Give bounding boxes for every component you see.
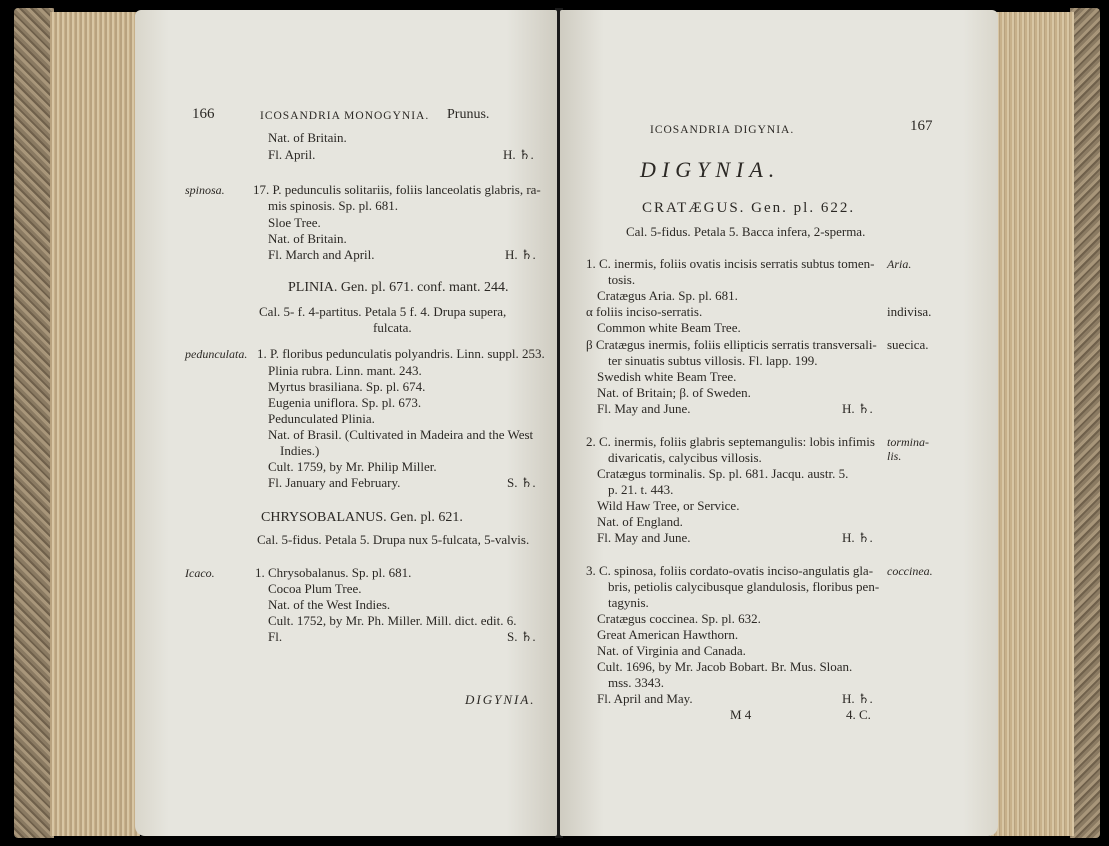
- text-line: S. ♄.: [507, 629, 536, 644]
- margin-label: spinosa.: [185, 183, 225, 197]
- text-line: Cratægus torminalis. Sp. pl. 681. Jacqu. austr. 5.: [597, 466, 849, 481]
- text-line: β Cratægus inermis, foliis ellipticis serratis transversali-: [586, 337, 877, 352]
- margin-label: suecica.: [887, 337, 929, 352]
- text-line: Swedish white Beam Tree.: [597, 369, 737, 384]
- text-line: Eugenia uniflora. Sp. pl. 673.: [268, 395, 422, 410]
- text-line: Fl. January and February.: [268, 475, 401, 490]
- text-line: Indies.): [280, 443, 320, 458]
- running-head: ICOSANDRIA MONOGYNIA.: [260, 110, 430, 122]
- text-line: divaricatis, calycibus villosis.: [608, 450, 762, 465]
- text-line: ter sinuatis subtus villosis. Fl. lapp. 199.: [608, 353, 818, 368]
- signature-mark: M 4: [730, 707, 752, 722]
- text-line: Plinia rubra. Linn. mant. 243.: [268, 363, 422, 378]
- text-line: Cocoa Plum Tree.: [268, 581, 362, 596]
- margin-label: Aria.: [887, 257, 912, 271]
- text-line: Cal. 5-fidus. Petala 5. Bacca infera, 2-sperma.: [626, 224, 866, 239]
- text-line: p. 21. t. 443.: [608, 482, 674, 497]
- running-head: ICOSANDRIA DIGYNIA.: [650, 124, 795, 136]
- genus-heading: CHRYSOBALANUS. Gen. pl. 621.: [261, 510, 463, 525]
- text-line: Wild Haw Tree, or Service.: [597, 498, 740, 513]
- text-line: 1. P. floribus pedunculatis polyandris. Linn. suppl. 253.: [257, 346, 545, 361]
- text-line: H. ♄.: [503, 147, 534, 162]
- text-line: fulcata.: [373, 320, 412, 335]
- text-line: Common white Beam Tree.: [597, 320, 741, 335]
- text-line: tosis.: [608, 272, 636, 287]
- text-line: Nat. of the West Indies.: [268, 597, 391, 612]
- text-line: Nat. of Britain.: [268, 231, 347, 246]
- left-page: [135, 10, 557, 836]
- margin-label: lis.: [887, 449, 902, 463]
- margin-label: Icaco.: [185, 566, 215, 580]
- text-line: 3. C. spinosa, foliis cordato-ovatis inciso-angulatis gla-: [586, 563, 874, 578]
- genus-head: Prunus.: [447, 107, 490, 122]
- text-line: α foliis inciso-serratis.: [586, 304, 703, 319]
- right-cover: [1070, 8, 1100, 838]
- text-line: Cult. 1752, by Mr. Ph. Miller. Mill. dict. edit. 6.: [268, 613, 517, 628]
- genus-heading: CRATÆGUS. Gen. pl. 622.: [642, 200, 856, 216]
- text-line: Nat. of England.: [597, 514, 683, 529]
- text-line: H. ♄.: [842, 401, 873, 416]
- text-line: 2. C. inermis, foliis glabris septemangulis: lobis infimis: [586, 434, 875, 449]
- text-line: Nat. of Brasil. (Cultivated in Madeira and the West: [268, 427, 534, 442]
- text-line: Cratægus Aria. Sp. pl. 681.: [597, 288, 738, 303]
- text-line: mss. 3343.: [608, 675, 664, 690]
- left-cover: [14, 8, 54, 838]
- text-line: 1. C. inermis, foliis ovatis incisis serratis subtus tomen-: [586, 256, 875, 271]
- text-line: Pedunculated Plinia.: [268, 411, 375, 426]
- text-line: 1. Chrysobalanus. Sp. pl. 681.: [255, 565, 412, 580]
- page-number: 167: [910, 118, 933, 134]
- page-number: 166: [192, 106, 215, 122]
- open-book: [10, 8, 1102, 840]
- margin-label: pedunculata.: [185, 347, 248, 361]
- text-line: Great American Hawthorn.: [597, 627, 739, 642]
- text-line: mis spinosis. Sp. pl. 681.: [268, 198, 399, 213]
- margin-label: coccinea.: [887, 564, 933, 578]
- text-line: Fl.: [268, 629, 283, 644]
- text-line: H. ♄.: [842, 691, 873, 706]
- right-page-edges: [990, 12, 1074, 836]
- catchword: DIGYNIA.: [465, 692, 536, 707]
- text-line: Fl. April and May.: [597, 691, 693, 706]
- left-page-edges: [50, 12, 140, 836]
- text-line: Cult. 1696, by Mr. Jacob Bobart. Br. Mus. Sloan.: [597, 659, 853, 674]
- text-line: Nat. of Britain.: [268, 130, 347, 145]
- text-line: Fl. April.: [268, 147, 316, 162]
- text-line: bris, petiolis calycibusque glandulosis, floribus pen-: [608, 579, 880, 594]
- text-line: Cult. 1759, by Mr. Philip Miller.: [268, 459, 437, 474]
- text-line: Fl. May and June.: [597, 401, 691, 416]
- text-line: S. ♄.: [507, 475, 536, 490]
- text-line: Cratægus coccinea. Sp. pl. 632.: [597, 611, 761, 626]
- text-line: Nat. of Virginia and Canada.: [597, 643, 746, 658]
- text-line: H. ♄.: [842, 530, 873, 545]
- text-line: Fl. May and June.: [597, 530, 691, 545]
- genus-heading: PLINIA. Gen. pl. 671. conf. mant. 244.: [288, 280, 509, 295]
- text-line: Cal. 5-fidus. Petala 5. Drupa nux 5-fulcata, 5-valvis.: [257, 532, 530, 547]
- right-page: [560, 10, 998, 836]
- section-title: DIGYNIA.: [640, 157, 781, 182]
- text-line: Nat. of Britain; β. of Sweden.: [597, 385, 751, 400]
- text-line: Myrtus brasiliana. Sp. pl. 674.: [268, 379, 426, 394]
- text-line: H. ♄.: [505, 247, 536, 262]
- margin-label: indivisa.: [887, 304, 932, 319]
- text-line: Sloe Tree.: [268, 215, 321, 230]
- catchword: 4. C.: [846, 707, 871, 722]
- text-line: tagynis.: [608, 595, 649, 610]
- text-line: 17. P. pedunculis solitariis, foliis lanceolatis glabris, ra-: [253, 182, 541, 197]
- text-line: Cal. 5- f. 4-partitus. Petala 5 f. 4. Drupa supera,: [259, 304, 507, 319]
- margin-label: tormina-: [887, 435, 929, 449]
- text-line: Fl. March and April.: [268, 247, 375, 262]
